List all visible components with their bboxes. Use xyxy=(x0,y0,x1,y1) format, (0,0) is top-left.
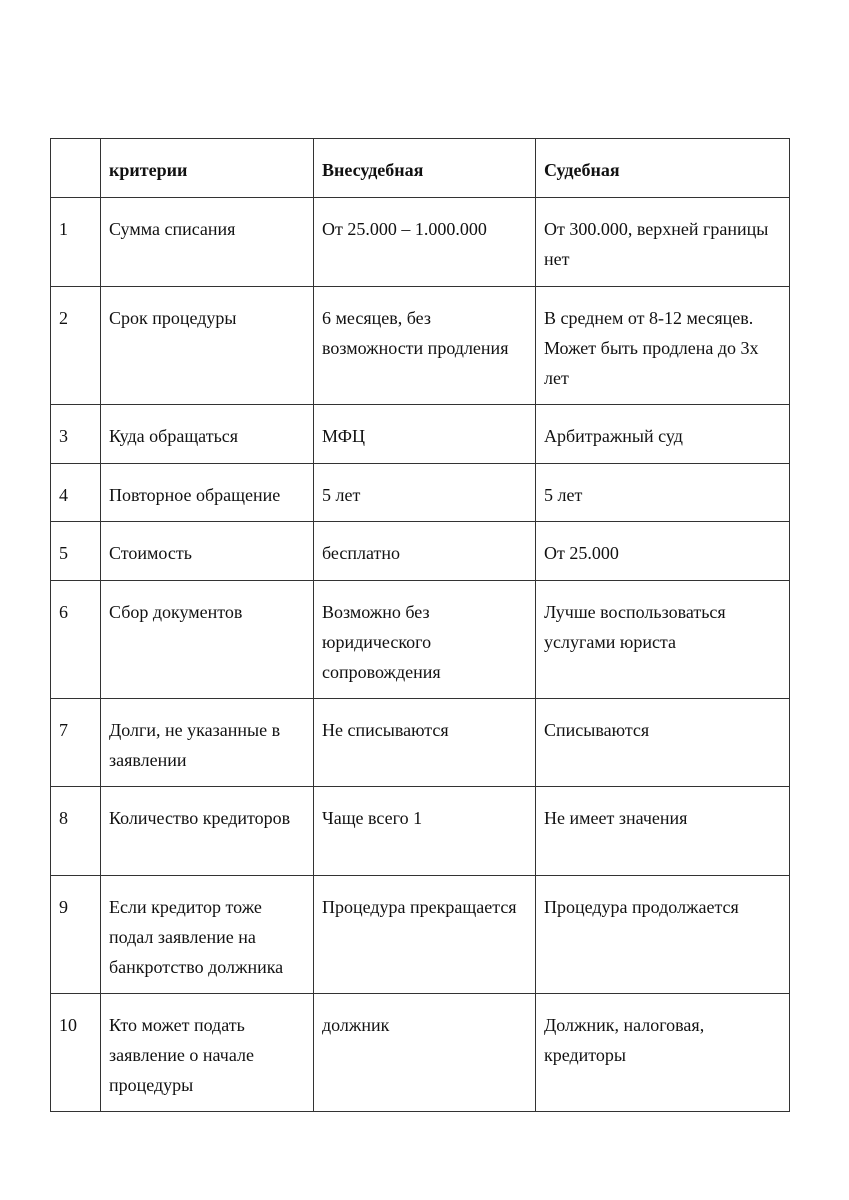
criterion-cell: Стоимость xyxy=(101,522,314,581)
comparison-table xyxy=(50,138,790,1112)
row-number: 2 xyxy=(51,287,101,405)
table-row xyxy=(51,405,790,464)
table-row xyxy=(51,522,790,581)
court-cell: От 25.000 xyxy=(536,522,790,581)
out-of-court-cell: Не списываются xyxy=(314,699,536,787)
row-number: 5 xyxy=(51,522,101,581)
court-cell: Арбитражный суд xyxy=(536,405,790,464)
court-cell: Лучше воспользоваться услугами юриста xyxy=(536,581,790,699)
header-cell-criteria: критерии xyxy=(101,139,314,198)
row-number: 9 xyxy=(51,876,101,994)
criterion-cell: Сбор документов xyxy=(101,581,314,699)
court-cell: Списываются xyxy=(536,699,790,787)
table-row xyxy=(51,994,790,1112)
table-row xyxy=(51,699,790,787)
criterion-cell: Сумма списания xyxy=(101,198,314,287)
criterion-cell: Срок процедуры xyxy=(101,287,314,405)
out-of-court-cell: 5 лет xyxy=(314,464,536,522)
criterion-cell: Кто может подать заявление о начале процедуры xyxy=(101,994,314,1112)
table-row xyxy=(51,287,790,405)
out-of-court-cell: МФЦ xyxy=(314,405,536,464)
criterion-cell: Если кредитор тоже подал заявление на банкротство должника xyxy=(101,876,314,994)
court-cell: Не имеет значения xyxy=(536,787,790,876)
row-number: 7 xyxy=(51,699,101,787)
criterion-cell: Куда обращаться xyxy=(101,405,314,464)
row-number: 1 xyxy=(51,198,101,287)
table-row xyxy=(51,464,790,522)
out-of-court-cell: должник xyxy=(314,994,536,1112)
out-of-court-cell: 6 месяцев, без возможности продления xyxy=(314,287,536,405)
court-cell: 5 лет xyxy=(536,464,790,522)
row-number: 6 xyxy=(51,581,101,699)
court-cell: От 300.000, верхней границы нет xyxy=(536,198,790,287)
table-header-row xyxy=(51,139,790,198)
table-row xyxy=(51,876,790,994)
table-row xyxy=(51,787,790,876)
row-number: 10 xyxy=(51,994,101,1112)
table-row xyxy=(51,581,790,699)
table-row xyxy=(51,198,790,287)
out-of-court-cell: Возможно без юридического сопровождения xyxy=(314,581,536,699)
criterion-cell: Количество кредиторов xyxy=(101,787,314,876)
row-number: 8 xyxy=(51,787,101,876)
header-cell-court: Судебная xyxy=(536,139,790,198)
row-number: 4 xyxy=(51,464,101,522)
out-of-court-cell: бесплатно xyxy=(314,522,536,581)
out-of-court-cell: Чаще всего 1 xyxy=(314,787,536,876)
out-of-court-cell: От 25.000 – 1.000.000 xyxy=(314,198,536,287)
court-cell: Должник, налоговая, кредиторы xyxy=(536,994,790,1112)
criterion-cell: Повторное обращение xyxy=(101,464,314,522)
court-cell: В среднем от 8-12 месяцев. Может быть продлена до 3х лет xyxy=(536,287,790,405)
out-of-court-cell: Процедура прекращается xyxy=(314,876,536,994)
court-cell: Процедура продолжается xyxy=(536,876,790,994)
header-cell-out-of-court: Внесудебная xyxy=(314,139,536,198)
criterion-cell: Долги, не указанные в заявлении xyxy=(101,699,314,787)
row-number: 3 xyxy=(51,405,101,464)
header-cell-number xyxy=(51,139,101,198)
